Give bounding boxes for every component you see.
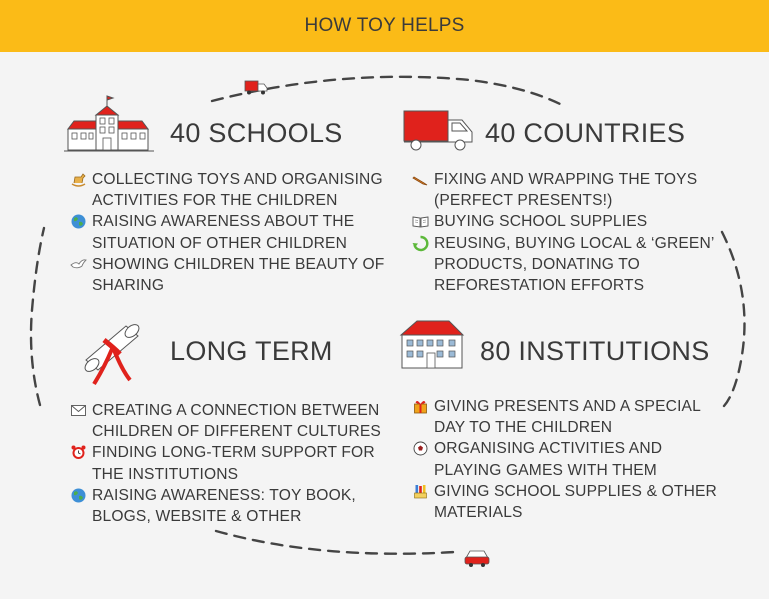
crayons-icon	[412, 483, 429, 500]
dove-icon	[70, 256, 87, 273]
section-title-schools: 40 SCHOOLS	[170, 118, 343, 148]
toy-car-icon	[465, 551, 489, 567]
section-title-institutions: 80 INSTITUTIONS	[480, 336, 710, 366]
globe-icon	[70, 213, 87, 230]
small-van-icon	[245, 81, 267, 95]
recycle-icon	[412, 235, 429, 252]
institution-building-icon	[399, 319, 465, 371]
list-item: FINDING LONG-TERM SUPPORT FOR THE INSTITUTIONS	[70, 442, 388, 484]
book-icon	[412, 213, 429, 230]
list-item: GIVING SCHOOL SUPPLIES & OTHER MATERIALS	[412, 481, 730, 523]
list-item: COLLECTING TOYS AND ORGANISING ACTIVITIES FOR THE CHILDREN	[70, 169, 388, 211]
alarm-clock-icon	[70, 444, 87, 461]
envelope-icon	[70, 402, 87, 419]
list-item: BUYING SCHOOL SUPPLIES	[412, 211, 732, 232]
delivery-truck-icon	[402, 108, 476, 154]
list-item: GIVING PRESENTS AND A SPECIAL DAY TO THE CHILDREN	[412, 396, 730, 438]
list-item: FIXING AND WRAPPING THE TOYS (PERFECT PRESENTS!)	[412, 169, 732, 211]
section-title-countries: 40 COUNTRIES	[485, 118, 686, 148]
list-item: ORGANISING ACTIVITIES AND PLAYING GAMES WITH THEM	[412, 438, 730, 480]
list-item: RAISING AWARENESS ABOUT THE SITUATION OF OTHER CHILDREN	[70, 211, 388, 253]
schools-list	[70, 169, 388, 296]
page-title: HOW TOY HELPS	[304, 15, 465, 36]
list-item: RAISING AWARENESS: TOY BOOK, BLOGS, WEBSITE & OTHER	[70, 485, 388, 527]
gift-icon	[412, 398, 429, 415]
institutions-list	[412, 396, 730, 523]
diploma-scroll-icon	[74, 318, 154, 392]
countries-list	[412, 169, 732, 296]
rocking-horse-icon	[70, 171, 87, 188]
list-item: REUSING, BUYING LOCAL & ‘GREEN’ PRODUCTS, DONATING TO REFORESTATION EFFORTS	[412, 233, 732, 297]
list-item: CREATING A CONNECTION BETWEEN CHILDREN OF DIFFERENT CULTURES	[70, 400, 388, 442]
pencil-icon	[412, 171, 429, 188]
globe-icon	[70, 487, 87, 504]
school-building-icon	[62, 93, 156, 155]
soccer-ball-icon	[412, 440, 429, 457]
list-item: SHOWING CHILDREN THE BEAUTY OF SHARING	[70, 254, 388, 296]
longterm-list	[70, 400, 388, 527]
section-title-longterm: LONG TERM	[170, 336, 333, 366]
